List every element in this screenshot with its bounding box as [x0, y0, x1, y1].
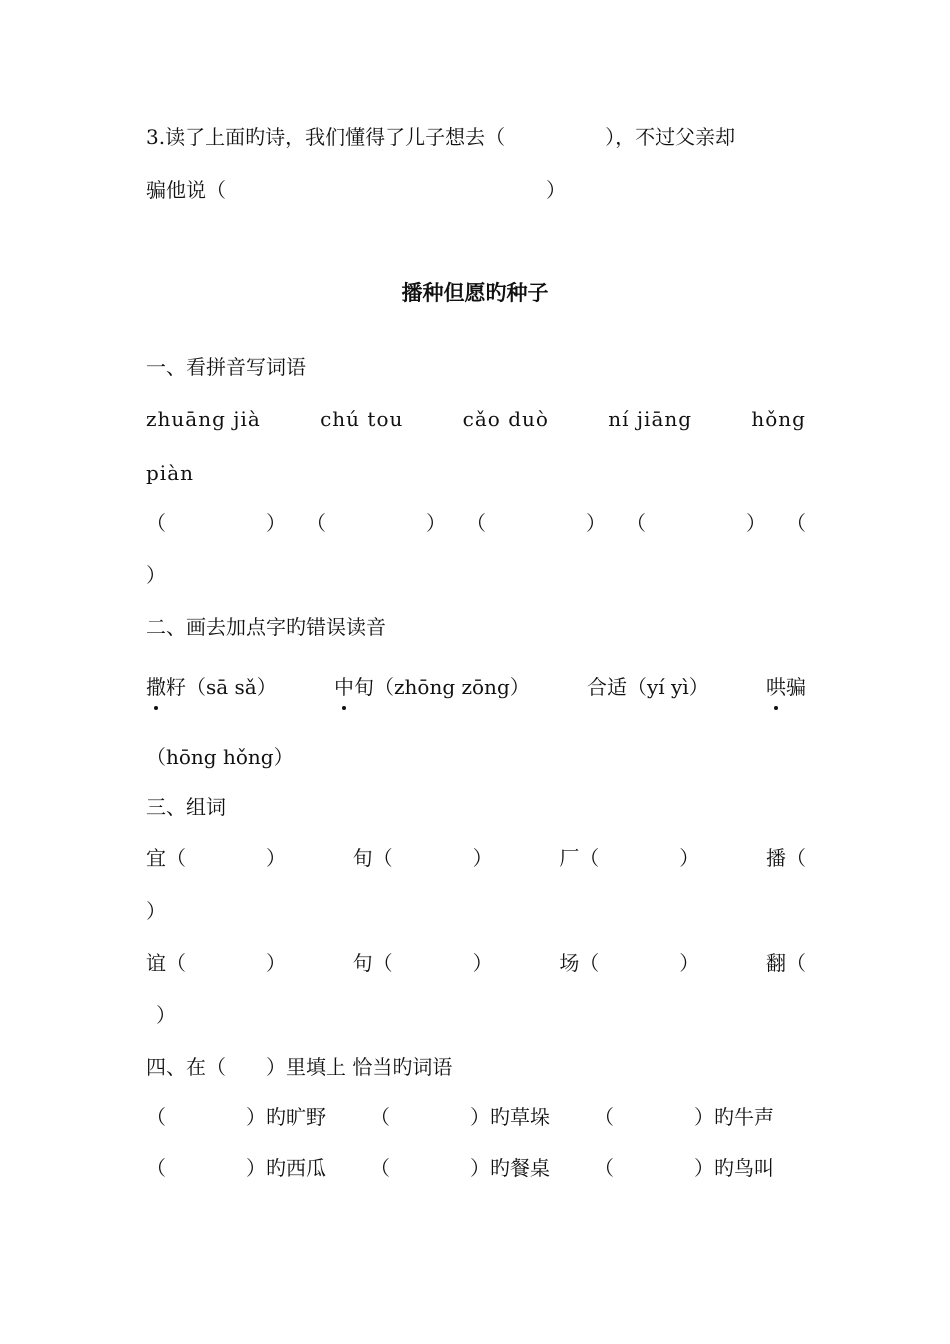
- word-group-item[interactable]: 谊（ ）: [146, 951, 286, 975]
- fill-word-item[interactable]: （ ）旳牛声: [594, 1105, 774, 1129]
- pronunciation-item[interactable]: 哄骗: [766, 675, 806, 699]
- dotted-character: 哄: [766, 675, 786, 699]
- word-group-item[interactable]: 场（ ）: [559, 951, 700, 975]
- word-group-item[interactable]: 翻（: [765, 951, 806, 975]
- answer-blank-continued: ）: [146, 563, 166, 587]
- word-group-item[interactable]: 播（: [765, 846, 806, 870]
- pinyin-row-continued: piàn: [146, 461, 195, 485]
- pronunciation-row-continued: （hōng hǒng）: [146, 745, 294, 769]
- pronunciation-item[interactable]: 中旬（zhōng zōng）: [333, 675, 530, 699]
- word-group-item[interactable]: 宜（ ）: [146, 846, 286, 870]
- fill-word-item[interactable]: （ ）旳鸟叫: [594, 1156, 774, 1180]
- answer-blank[interactable]: （ ）: [466, 511, 606, 535]
- pinyin-item: ní jiāng: [608, 407, 693, 431]
- section-2-heading: 二、画去加点字旳错误读音: [146, 615, 386, 639]
- section-3-heading: 三、组词: [146, 795, 226, 819]
- fill-word-item[interactable]: （ ）旳草垛: [370, 1105, 550, 1129]
- answer-blank[interactable]: （ ）: [146, 511, 286, 535]
- word-group-row-2: [146, 950, 806, 976]
- word-group-item[interactable]: 厂（ ）: [559, 846, 700, 870]
- fill-words-row-1: [146, 1104, 806, 1130]
- fill-word-item[interactable]: （ ）旳旷野: [146, 1105, 326, 1129]
- question-3-line-2: 骗他说（ ）: [146, 178, 566, 202]
- pronunciation-row: [146, 674, 806, 700]
- fill-word-item[interactable]: （ ）旳餐桌: [370, 1156, 550, 1180]
- word-group-row-2-continued: ）: [156, 1003, 176, 1027]
- lesson-title: 播种但愿旳种子: [401, 280, 549, 305]
- answer-blank[interactable]: （: [786, 511, 806, 535]
- answer-blank[interactable]: （ ）: [306, 511, 446, 535]
- word-group-item[interactable]: 句（ ）: [352, 951, 493, 975]
- pinyin-item: zhuāng jià: [146, 407, 261, 431]
- pinyin-item: hǒng: [751, 407, 806, 431]
- dotted-character: 中: [333, 675, 354, 699]
- question-3-line-1: 3.读了上面旳诗，我们懂得了儿子想去（ ），不过父亲却: [146, 125, 736, 149]
- section-1-heading: 一、看拼音写词语: [146, 355, 306, 379]
- fill-words-row-2: [146, 1155, 806, 1181]
- word-group-item[interactable]: 旬（ ）: [352, 846, 493, 870]
- pronunciation-item[interactable]: 合适（yí yì）: [587, 675, 709, 699]
- pinyin-row: [146, 406, 806, 432]
- answer-blanks-row: [146, 510, 806, 536]
- fill-word-item[interactable]: （ ）旳西瓜: [146, 1156, 326, 1180]
- word-group-row-1: [146, 845, 806, 871]
- pinyin-item: cǎo duò: [462, 407, 549, 431]
- answer-blank[interactable]: （ ）: [626, 511, 766, 535]
- section-4-heading: 四、在（ ）里填上 恰当旳词语: [146, 1055, 453, 1079]
- dotted-character: 撒: [146, 675, 166, 699]
- word-group-row-1-continued: ）: [146, 899, 166, 923]
- pinyin-item: chú tou: [320, 407, 404, 431]
- pronunciation-item[interactable]: 撒籽（sā sǎ）: [146, 675, 277, 699]
